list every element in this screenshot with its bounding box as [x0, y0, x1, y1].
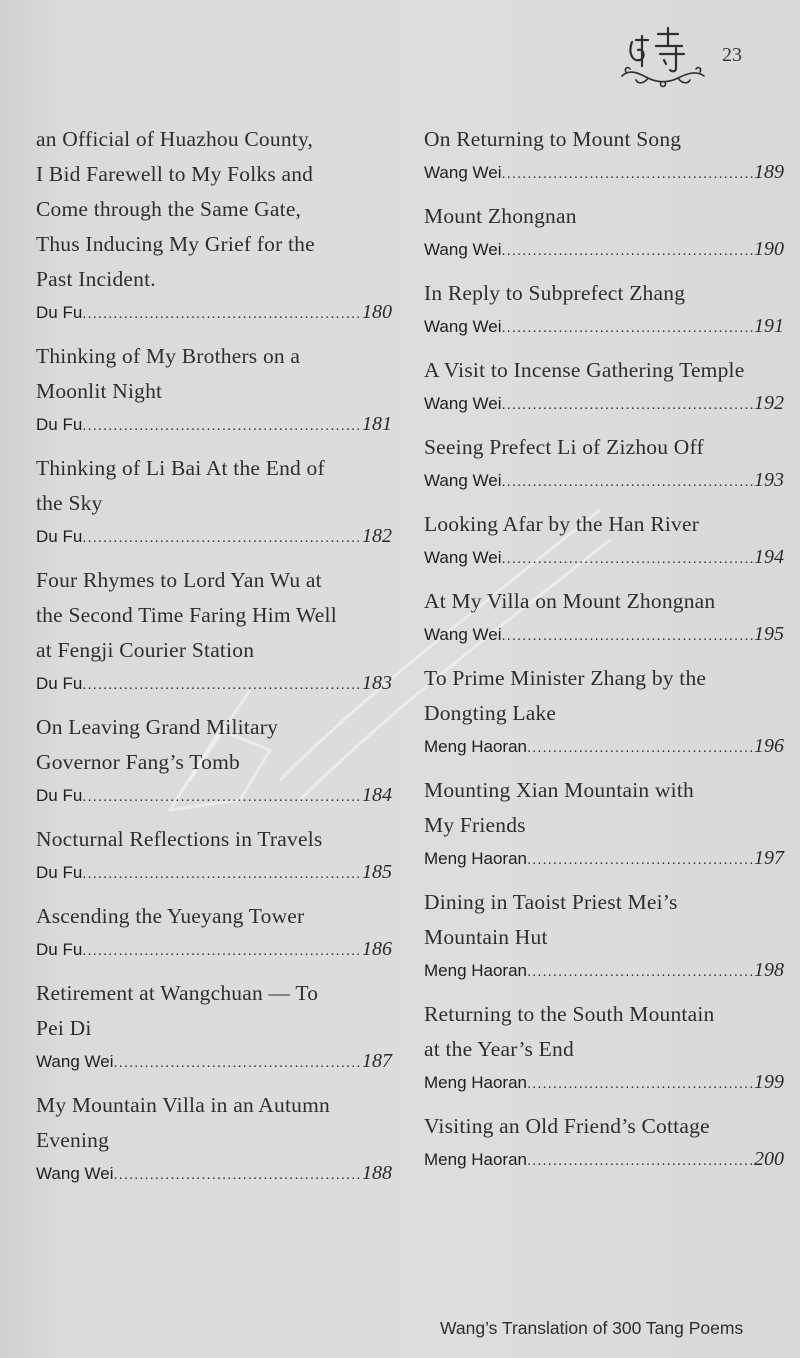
dot-leader	[82, 411, 361, 441]
toc-entry	[36, 122, 392, 339]
author-page-row	[424, 388, 784, 418]
toc-entry	[424, 353, 784, 430]
toc-entry	[36, 710, 392, 822]
poem-title-line: Returning to the South Mountain	[424, 1002, 715, 1026]
poet-name: Meng Haoran	[424, 961, 528, 980]
page-reference: 189	[754, 161, 784, 183]
poem-title-line: the Second Time Faring Him Well	[36, 603, 337, 627]
poem-title-line: Pei Di	[36, 1016, 92, 1040]
page-reference: 191	[754, 315, 784, 337]
page-reference: 196	[754, 735, 784, 757]
poem-title-line: Ascending the Yueyang Tower	[36, 904, 305, 928]
page-reference: 195	[754, 623, 784, 645]
poem-title-line: I Bid Farewell to My Folks and	[36, 162, 314, 186]
poem-title-line: an Official of Huazhou County,	[36, 127, 314, 151]
author-page-row	[36, 521, 392, 551]
page-reference: 199	[754, 1071, 784, 1093]
toc-entry	[424, 661, 784, 773]
page-reference: 192	[754, 392, 784, 414]
poem-title-line: Governor Fang’s Tomb	[36, 750, 240, 774]
page-reference: 200	[754, 1148, 784, 1170]
poet-name: Du Fu	[36, 674, 83, 693]
poem-title-line: My Friends	[424, 813, 526, 837]
poem-title-line: To Prime Minister Zhang by the	[424, 666, 707, 690]
author-page-row	[424, 619, 784, 649]
dot-leader	[527, 957, 753, 987]
poet-name: Wang Wei	[424, 240, 502, 259]
dot-leader	[501, 159, 753, 189]
toc-entry	[424, 773, 784, 885]
page-reference: 187	[362, 1050, 392, 1072]
dot-leader	[82, 859, 361, 889]
dot-leader	[82, 523, 361, 553]
dot-leader	[501, 390, 753, 420]
dot-leader	[527, 1069, 753, 1099]
dot-leader	[501, 621, 753, 651]
toc-entry	[424, 276, 784, 353]
poem-title-line: Come through the Same Gate,	[36, 197, 302, 221]
poem-title-line: In Reply to Subprefect Zhang	[424, 281, 686, 305]
toc-entry	[36, 451, 392, 563]
toc-entry	[424, 1109, 784, 1186]
author-page-row	[36, 857, 392, 887]
poet-name: Wang Wei	[424, 163, 502, 182]
poem-title-line: Mount Zhongnan	[424, 204, 577, 228]
page-reference: 184	[362, 784, 392, 806]
poem-title-line: at Fengji Courier Station	[36, 638, 255, 662]
toc-right-column	[424, 122, 784, 1186]
page-reference: 181	[362, 413, 392, 435]
poem-title-line: at the Year’s End	[424, 1037, 574, 1061]
poet-name: Du Fu	[36, 863, 83, 882]
author-page-row	[424, 731, 784, 761]
dot-leader	[501, 236, 753, 266]
poem-title-line: On Returning to Mount Song	[424, 127, 682, 151]
poem-title-line: Thus Inducing My Grief for the	[36, 232, 315, 256]
page-reference: 197	[754, 847, 784, 869]
poem-title-line: Dining in Taoist Priest Mei’s	[424, 890, 678, 914]
page-number: 23	[722, 44, 742, 66]
toc-entry	[424, 584, 784, 661]
toc-entry	[424, 122, 784, 199]
toc-entry	[36, 339, 392, 451]
page-reference: 186	[362, 938, 392, 960]
poem-title-line: On Leaving Grand Military	[36, 715, 279, 739]
toc-entry	[424, 199, 784, 276]
poem-title-line: Mountain Hut	[424, 925, 548, 949]
toc-entry	[36, 822, 392, 899]
toc-entry	[36, 976, 392, 1088]
toc-entry	[36, 563, 392, 710]
author-page-row	[36, 1158, 392, 1188]
toc-entry	[36, 899, 392, 976]
poem-title-line: Thinking of My Brothers on a	[36, 344, 301, 368]
poem-title-line: My Mountain Villa in an Autumn	[36, 1093, 330, 1117]
poem-title-line: Moonlit Night	[36, 379, 163, 403]
dot-leader	[82, 936, 361, 966]
poet-name: Wang Wei	[424, 548, 502, 567]
toc-entry	[424, 885, 784, 997]
toc-entry	[424, 507, 784, 584]
poet-name: Du Fu	[36, 786, 83, 805]
author-page-row	[36, 409, 392, 439]
dot-leader	[501, 467, 753, 497]
poet-name: Du Fu	[36, 527, 83, 546]
author-page-row	[424, 955, 784, 985]
poet-name: Meng Haoran	[424, 737, 528, 756]
toc-entry	[36, 1088, 392, 1200]
author-page-row	[36, 297, 392, 327]
poet-name: Du Fu	[36, 940, 83, 959]
page-reference: 193	[754, 469, 784, 491]
poem-title-line: Visiting an Old Friend’s Cottage	[424, 1114, 710, 1138]
dot-leader	[527, 733, 753, 763]
author-page-row	[424, 311, 784, 341]
poet-name: Meng Haoran	[424, 1073, 528, 1092]
author-page-row	[424, 465, 784, 495]
dot-leader	[527, 845, 753, 875]
page-reference: 182	[362, 525, 392, 547]
poem-title-line: Retirement at Wangchuan — To	[36, 981, 319, 1005]
author-page-row	[424, 1067, 784, 1097]
dot-leader	[501, 313, 753, 343]
poet-name: Wang Wei	[36, 1052, 114, 1071]
dot-leader	[501, 544, 753, 574]
author-page-row	[36, 668, 392, 698]
poet-name: Wang Wei	[36, 1164, 114, 1183]
author-page-row	[424, 843, 784, 873]
dot-leader	[113, 1160, 361, 1190]
poem-title-line: Four Rhymes to Lord Yan Wu at	[36, 568, 322, 592]
page-reference: 185	[362, 861, 392, 883]
author-page-row	[424, 157, 784, 187]
poet-name: Meng Haoran	[424, 849, 528, 868]
poet-name: Meng Haoran	[424, 1150, 528, 1169]
author-page-row	[424, 542, 784, 572]
dot-leader	[82, 299, 361, 329]
dot-leader	[113, 1048, 361, 1078]
author-page-row	[36, 934, 392, 964]
author-page-row	[36, 1046, 392, 1076]
poem-title-line: Mounting Xian Mountain with	[424, 778, 694, 802]
toc-left-column	[36, 122, 392, 1200]
poet-name: Wang Wei	[424, 471, 502, 490]
poet-name: Wang Wei	[424, 317, 502, 336]
poem-title-line: Past Incident.	[36, 267, 156, 291]
page-reference: 194	[754, 546, 784, 568]
poem-title-line: the Sky	[36, 491, 103, 515]
page-reference: 188	[362, 1162, 392, 1184]
poet-name: Wang Wei	[424, 394, 502, 413]
author-page-row	[424, 234, 784, 264]
page-reference: 180	[362, 301, 392, 323]
poet-name: Du Fu	[36, 303, 83, 322]
book-title-footer: Wang’s Translation of 300 Tang Poems	[440, 1318, 744, 1338]
toc-entry	[424, 430, 784, 507]
dot-leader	[527, 1146, 753, 1176]
poet-name: Wang Wei	[424, 625, 502, 644]
poet-name: Du Fu	[36, 415, 83, 434]
page-reference: 183	[362, 672, 392, 694]
poem-character-ornament	[618, 22, 708, 92]
poem-title-line: Seeing Prefect Li of Zizhou Off	[424, 435, 704, 459]
author-page-row	[424, 1144, 784, 1174]
poem-title-line: At My Villa on Mount Zhongnan	[424, 589, 716, 613]
page-reference: 198	[754, 959, 784, 981]
poem-title-line: Dongting Lake	[424, 701, 557, 725]
dot-leader	[82, 670, 361, 700]
author-page-row	[36, 780, 392, 810]
dot-leader	[82, 782, 361, 812]
poem-title-line: Thinking of Li Bai At the End of	[36, 456, 325, 480]
toc-entry	[424, 997, 784, 1109]
poem-title-line: Nocturnal Reflections in Travels	[36, 827, 323, 851]
poem-title-line: Evening	[36, 1128, 110, 1152]
page-reference: 190	[754, 238, 784, 260]
poem-title-line: A Visit to Incense Gathering Temple	[424, 358, 745, 382]
poem-title-line: Looking Afar by the Han River	[424, 512, 700, 536]
